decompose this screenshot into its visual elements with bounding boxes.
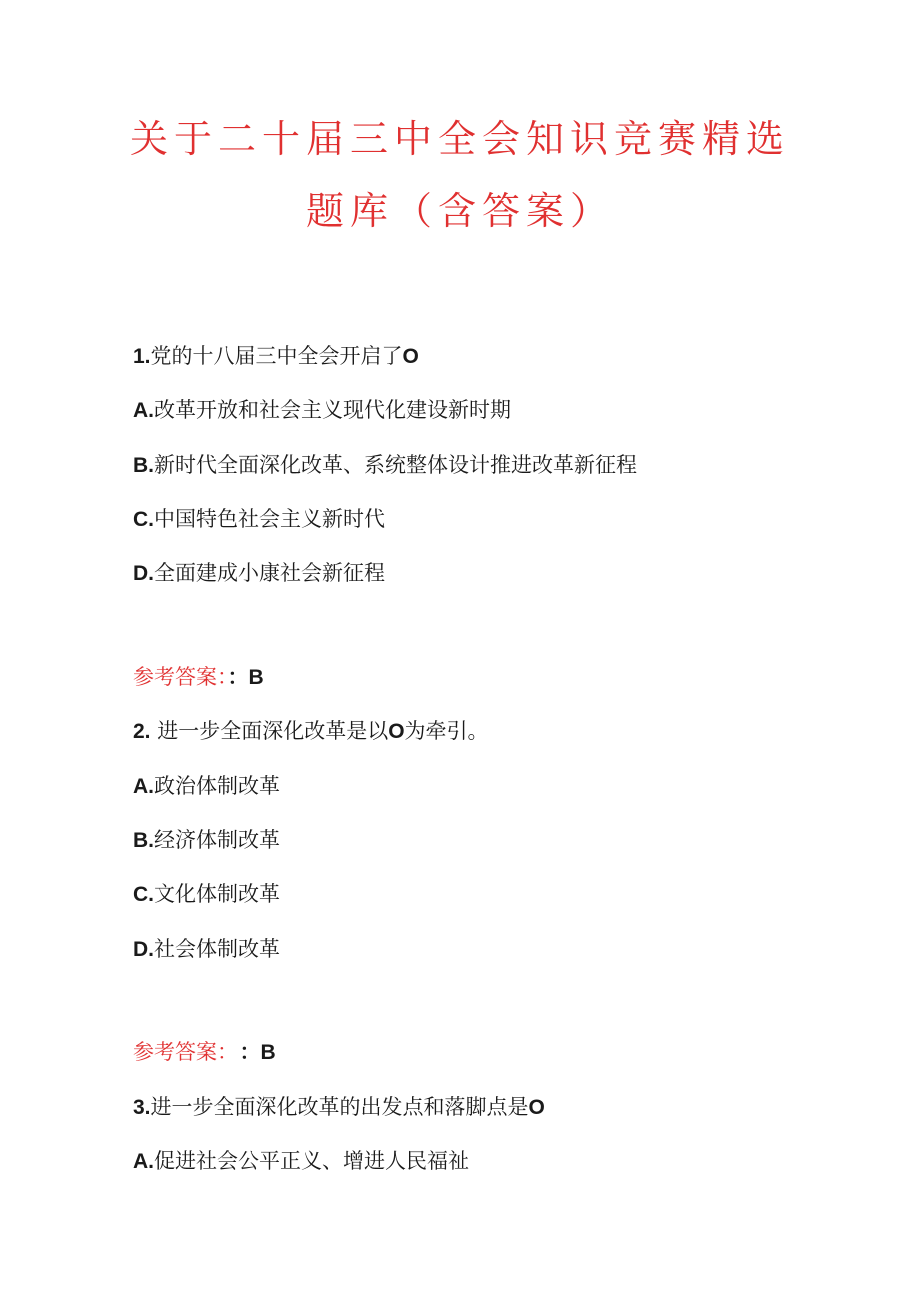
- question-blank: O: [388, 720, 405, 743]
- option-letter: B.: [133, 454, 154, 477]
- option-letter: B.: [133, 829, 154, 852]
- option-letter: A.: [133, 775, 154, 798]
- option-text: 促进社会公平正义、增进人民福祉: [154, 1149, 469, 1173]
- answer-value: ：B: [239, 1041, 276, 1064]
- question-blank: O: [402, 345, 419, 368]
- option-letter: A.: [133, 1150, 154, 1173]
- document-title-line-1: 关于二十届三中全会知识竞赛精选: [129, 117, 790, 161]
- question-1-option-d: [133, 563, 385, 584]
- option-letter: D.: [133, 938, 154, 961]
- option-text: 社会体制改革: [154, 937, 280, 961]
- question-2-option-c: [133, 884, 280, 905]
- question-text-after: 为牵引。: [404, 719, 489, 743]
- option-text: 经济体制改革: [154, 828, 280, 852]
- option-text: 新时代全面深化改革、系统整体设计推进改革新征程: [154, 453, 637, 477]
- question-text: 进一步全面深化改革的出发点和落脚点是: [150, 1095, 529, 1119]
- option-letter: D.: [133, 562, 154, 585]
- option-text: 文化体制改革: [154, 882, 280, 906]
- question-1-option-a: [133, 400, 511, 421]
- question-1-option-c: [133, 509, 385, 530]
- question-number: 2.: [133, 720, 151, 743]
- option-text: 改革开放和社会主义现代化建设新时期: [154, 398, 511, 422]
- question-blank: O: [528, 1096, 545, 1119]
- question-1-stem: [133, 346, 419, 367]
- question-3-option-a: [133, 1151, 469, 1172]
- option-text: 政治体制改革: [154, 774, 280, 798]
- question-3-stem: [133, 1097, 545, 1118]
- question-2-answer: [133, 1042, 276, 1063]
- question-number: 3.: [133, 1096, 151, 1119]
- option-letter: C.: [133, 883, 154, 906]
- answer-label: 参考答案：: [133, 1040, 228, 1064]
- question-2-option-b: [133, 830, 280, 851]
- question-1-answer: [133, 667, 264, 688]
- option-letter: A.: [133, 399, 154, 422]
- question-number: 1.: [133, 345, 151, 368]
- question-2-option-a: [133, 776, 280, 797]
- question-1-option-b: [133, 455, 637, 476]
- option-letter: C.: [133, 508, 154, 531]
- question-2-option-d: [133, 939, 280, 960]
- option-text: 全面建成小康社会新征程: [154, 561, 385, 585]
- question-text: 进一步全面深化改革是以: [150, 719, 389, 743]
- answer-value: ：B: [227, 666, 264, 689]
- document-title-line-2: 题库（含答案）: [305, 189, 614, 233]
- option-text: 中国特色社会主义新时代: [154, 507, 385, 531]
- question-text: 党的十八届三中全会开启了: [150, 344, 403, 368]
- answer-label: 参考答案：: [133, 665, 228, 689]
- question-2-stem: [133, 721, 489, 742]
